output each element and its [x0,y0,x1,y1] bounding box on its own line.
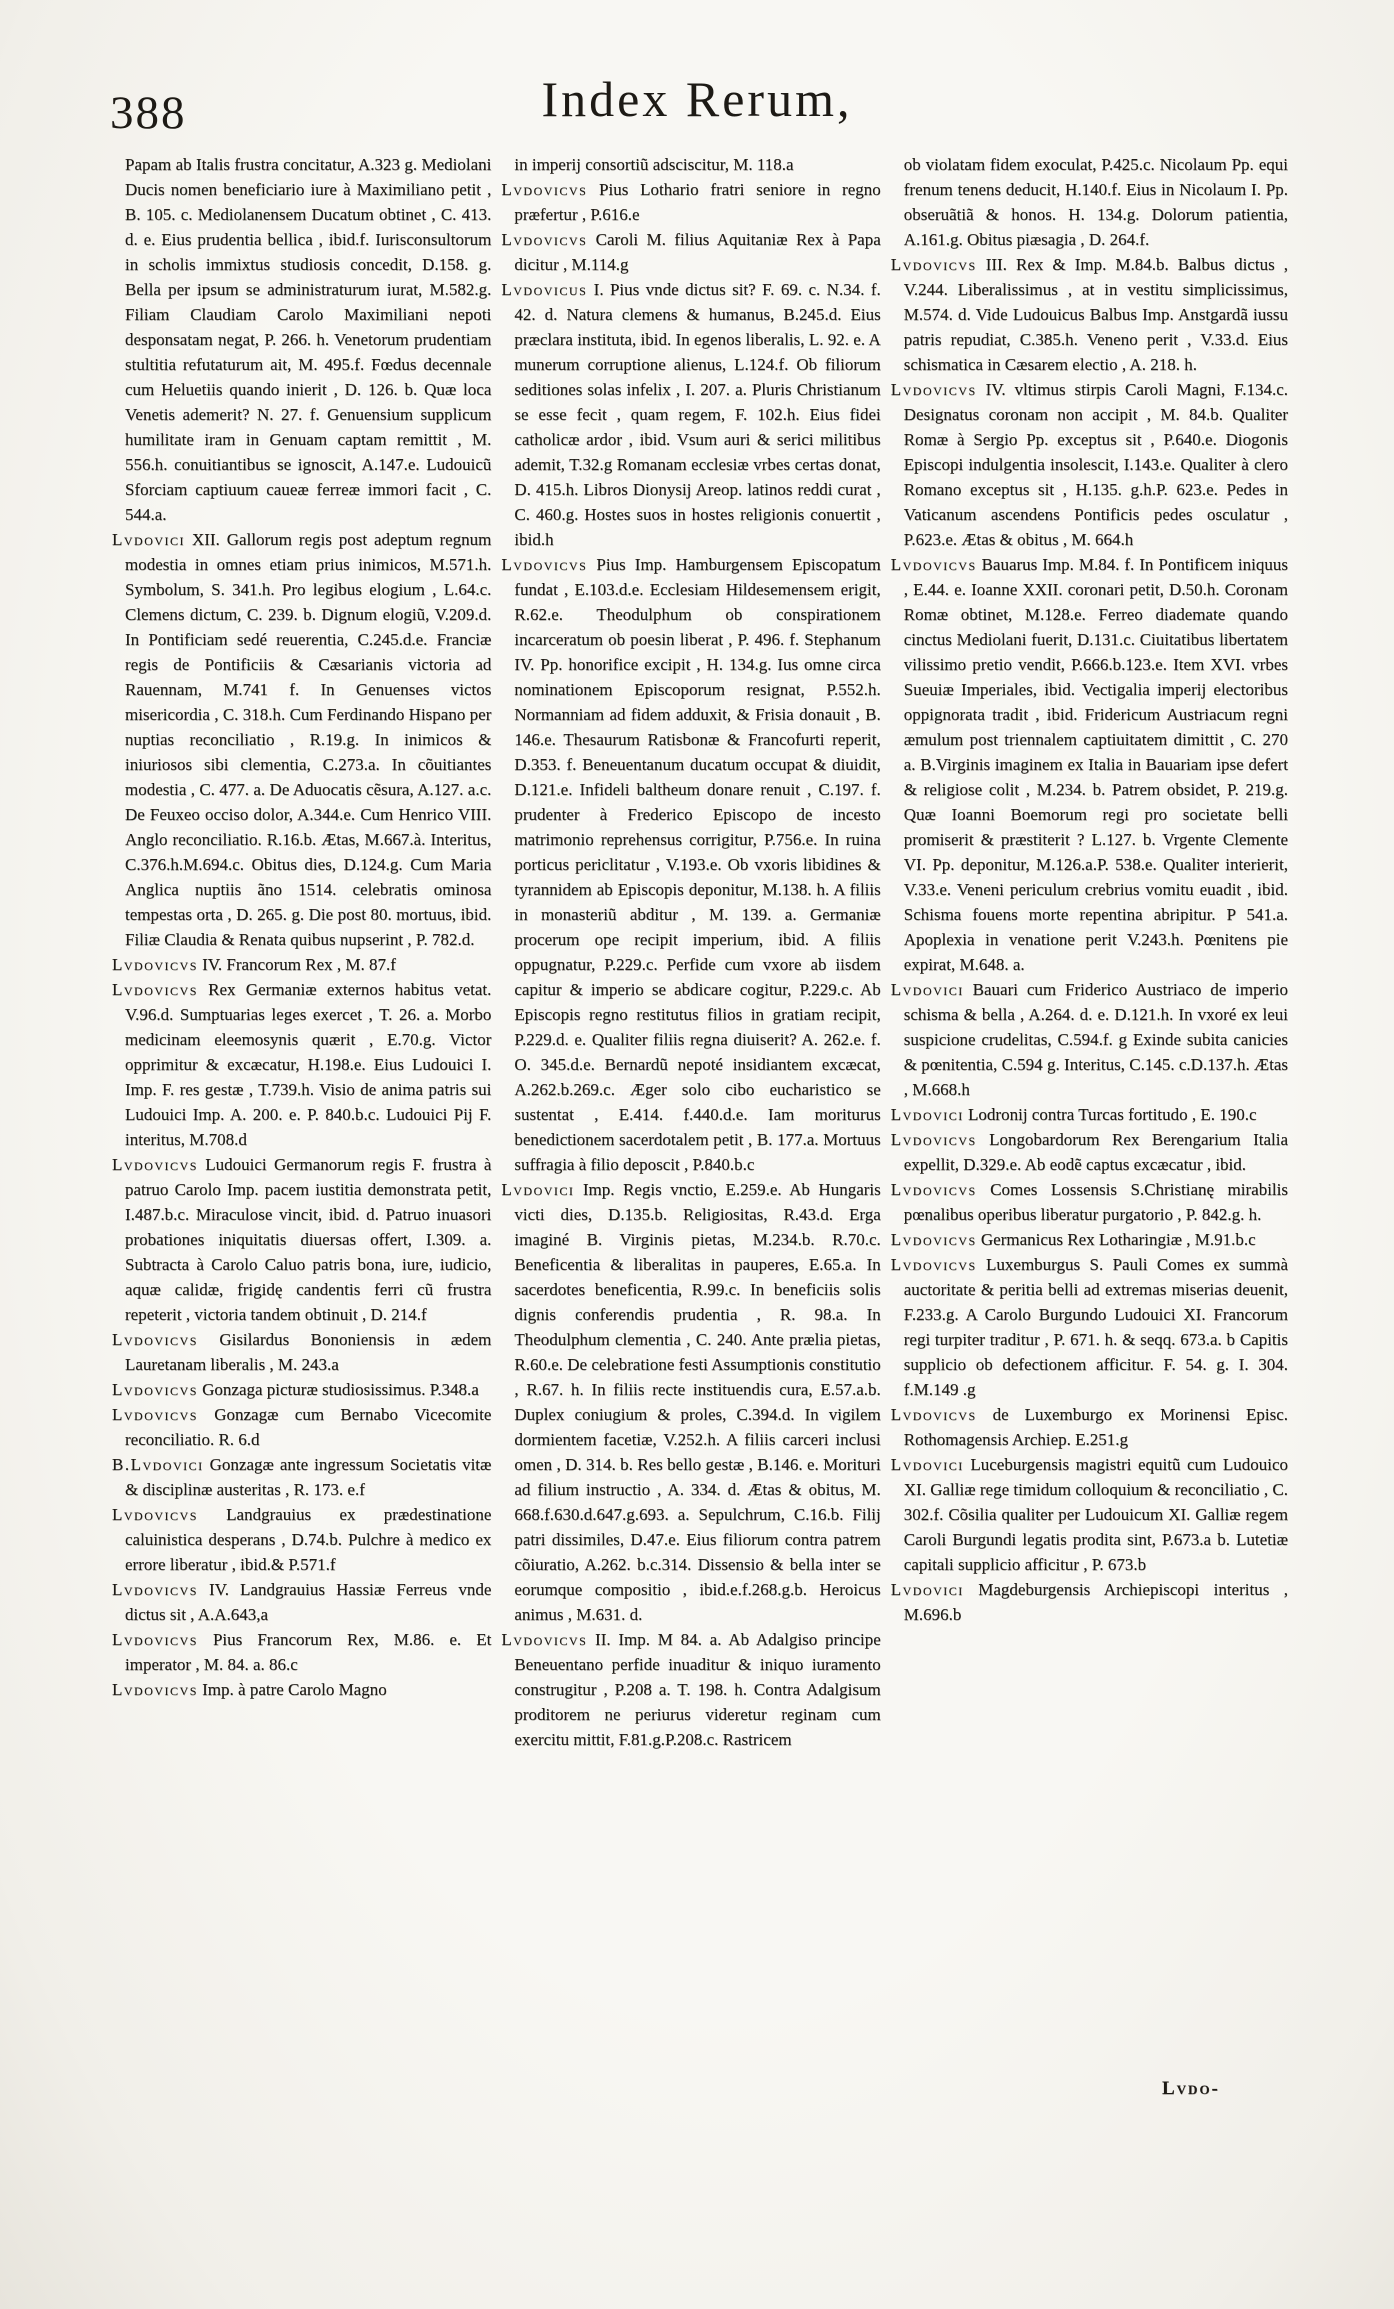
index-entry: Lvdovicvs Comes Lossensis S.Christianę mirabilis pœnalibus operibus liberatur purgatorio , P. 842.g. h. [890,1180,1288,1224]
entry-headword: Lvdovicvs [890,255,977,274]
catchword: Lvdo- [1162,2078,1220,2099]
entry-headword: Lvdovicvs [890,1230,977,1249]
entry-headword: Lvdovicvs [890,1180,977,1199]
index-entry: Papam ab Italis frustra concitatur, A.323 g. Mediolani Ducis nomen beneficiario iure à Maximiliano petit , B. 105. c. Mediolanensem Ducatum obtinet , C. 413. d. e. Eius prudentia bellica , ibid.f. Iurisconsultorum in scholis immixtus studiosis concedit, D.158. g. Bella per ipsum se administraturum iurat, M.582.g. Filiam Claudiam Carolo Maximiliani nepoti desponsatam negat, P. 266. h. Venetorum prudentiam stultitia refutaturum ait, M. 495.f. Fœdus decennale cum Heluetiis quando inierit , D. 126. b. Quæ loca Venetis ademerit? N. 27. f. Genuensium supplicum humilitate iram in Genuam captam remittit , M. 556.h. conuitiantibus se ignoscit, A.147.e. Ludouicũ Sforciam captiuum caueæ ferreæ immori facit , C. 544.a. [125,155,492,524]
entry-headword: Lvdovicvs [501,180,588,199]
entry-headword: Lvdovicvs [890,555,977,574]
index-entry: Lvdovicvs Gonzagæ cum Bernabo Vicecomite reconciliatio. R. 6.d [112,1405,492,1449]
index-entry: Lvdovici Luceburgensis magistri equitũ cum Ludouico XI. Galliæ rege timidum colloquium & reconciliatio , C. 302.f. Cõsilia qualiter per Ludouicum XI. Galliæ regem Caroli Burgundi legatis prodita sint, P.673.a b. Lutetiæ capitali supplicio afficitur , P. 673.b [890,1455,1288,1574]
page-title: Index Rerum, [541,71,853,127]
index-entry: Lvdovicvs Pius Francorum Rex, M.86. e. Et imperator , M. 84. a. 86.c [112,1630,492,1674]
index-entry: Lvdovici Bauari cum Friderico Austriaco de imperio schisma & bella , A.264. d. e. D.121.h. In vxoré ex leui suspicione crudelitas, C.594.f. g Exinde subita canicies & pœnitentia, C.594 g. Interitus, C.145. c.D.137.h. Ætas , M.668.h [890,980,1288,1099]
page-number: 388 [110,87,187,139]
entry-headword: Lvdovicvs [112,1580,198,1599]
entry-headword: Lvdovici [501,1180,575,1199]
index-entry: Lvdovicvs II. Imp. M 84. a. Ab Adalgiso principe Beneuentano perfide inuaditur & iniquo iuramento construgitur , P.208 a. T. 198. h. Contra Adalgisum proditorem ne periurus videretur reginam cum exercitu mittit, F.81.g.P.208.c. Rastricem [501,1630,881,1749]
entry-headword: Lvdovicvs [112,955,198,974]
index-entry: in imperij consortiũ adsciscitur, M. 118.a [514,155,794,174]
entry-headword: Lvdovici [112,530,186,549]
index-entry: Lvdovicvs Pius Imp. Hamburgensem Episcopatum fundat , E.103.d.e. Ecclesiam Hildesemensem erigit, R.62.e. Theodulphum ob conspirationem incarceratum ob poesin liberat , P. 496. f. Stephanum IV. Pp. honorifice excipit , H. 134.g. Ius omne circa nominationem Episcoporum resignat, P.552.h. Normanniam ad fidem adduxit, & Frisia donauit , B. 146.e. Thesaurum Ratisbonæ & Francofurti reperit, D.353. f. Beneuentanum ducatum occupat & diuidit, D.121.e. Infideli baltheum donare renuit , C.197. f. prudenter à Frederico Episcopo de incesto matrimonio reprehensus corrigitur, P.756.e. In ruina porticus periclitatur , V.193.e. Ob vxoris libidines & tyrannidem ab Episcopis deponitur, M.138. h. A filiis in monasteriũ abditur , M. 139. a. Germaniæ procerum ope recipit imperium, ibid. A filiis oppugnatur, P.229.c. Perfide cum vxore ab iisdem capitur & imperio se abdicare cogitur, P.229.c. Ab Episcopis regno restitutus filios in gratiam recipit, P.229.d. e. Qualiter filiis regna diuiserit? A. 262.e. f. O. 345.d.e. Bernardũ nepoté insidiantem excæcat, A.262.b.269.c. Æger solo cibo eucharistico se sustentat , E.414. f.440.d.e. Iam moriturus benedictionem sacerdotalem petit , B. 177.a. Mortuus suffragia à filio deposcit , P.840.b.c [501,555,881,1174]
index-entry: B.Lvdovici Gonzagæ ante ingressum Societatis vitæ & disciplinæ austeritas , R. 173. e.f [112,1455,492,1499]
index-entry: Lvdovicvs Rex Germaniæ externos habitus vetat. V.96.d. Sumptuarias leges exercet , T. 26. a. Morbo medicinam eleemosynis quærit , E.70.g. Victor opprimitur & excæcatur, H.198.e. Eius Ludouici I. Imp. F. res gestæ , T.739.h. Visio de anima patris sui Ludouici Imp. A. 200. e. P. 840.b.c. Ludouici Pij F. interitus, M.708.d [112,980,492,1149]
entry-headword: Lvdovicvs [890,380,977,399]
entry-headword: Lvdovicus [501,280,588,299]
index-entry: Lvdovici Lodronij contra Turcas fortitudo , E. 190.c [890,1105,1257,1124]
entry-headword: Lvdovicvs [112,1330,198,1349]
index-entry: Lvdovicvs Caroli M. filius Aquitaniæ Rex à Papa dicitur , M.114.g [501,230,881,274]
entry-headword: Lvdovicvs [890,1255,977,1274]
entry-headword: Lvdovici [890,1580,964,1599]
entry-headword: Lvdovicvs [112,980,198,999]
index-entry: Lvdovici XII. Gallorum regis post adeptum regnum modestia in omnes etiam prius inimicos, M.571.h. Symbolum, S. 341.h. Pro legibus elogium , L.64.c. Clemens dictum, C. 239. b. Dignum elogiũ, V.209.d. In Pontificiam sedé reuerentia, C.245.d.e. Franciæ regis de Pontificiis & Cæsarianis victoria ad Rauennam, M.741 f. In Genuenses victos misericordia , C. 318.h. Cum Ferdinando Hispano per nuptias reconciliatio , R.19.g. In inimicos & iniuriosos sibi clementia, C.273.a. In cõuitiantes modestia , C. 477. a. De Aduocatis cẽsura, A.127. a.c. De Feuxeo occiso dolor, A.344.e. Cum Henrico VIII. Anglo reconciliatio. R.16.b. Ætas, M.667.à. Interitus, C.376.h.M.694.c. Obitus dies, D.124.g. Cum Maria Anglica nuptiis ãno 1514. celebratis ominosa tempestas orta , D. 265. g. Die post 80. mortuus, ibid. Filiæ Claudia & Renata quibus nupserint , P. 782.d. [112,530,492,949]
entry-headword: Lvdovicvs [112,1505,198,1524]
index-entry: Lvdovicvs Pius Lothario fratri seniore in regno præfertur , P.616.e [501,180,881,224]
entry-headword: Lvdovicvs [112,1630,198,1649]
index-column-1 [112,152,491,1752]
index-entry: Lvdovicus I. Pius vnde dictus sit? F. 69. c. N.34. f. 42. d. Natura clemens & humanus, B.245.d. Eius præclara instituta, ibid. In egenos liberalis, L. 92. e. A munerum corruptione alienus, L.124.f. Ob filiorum seditiones solas infelix , I. 207. a. Pluris Christianum se esse fecit , quam regem, F. 102.h. Eius fidei catholicæ ardor , ibid. Vsum auri & serici militibus ademit, T.32.g Romanam ecclesiæ vrbes certas donat, D. 415.h. Libros Dionysij Areop. latinos reddi curat , C. 460.g. Hostes suos in hostes religionis conuertit , ibid.h [501,280,881,549]
index-entry: Lvdovicvs Gisilardus Bononiensis in ædem Lauretanam liberalis , M. 243.a [112,1330,492,1374]
entry-headword: Lvdovicvs [112,1680,198,1699]
entry-headword: Lvdovicvs [890,1405,977,1424]
index-entry: Lvdovicvs de Luxemburgo ex Morinensi Episc. Rothomagensis Archiep. E.251.g [890,1405,1288,1449]
index-entry: Lvdovicvs Longobardorum Rex Berengarium Italia expellit, D.329.e. Ab eodẽ captus excæcatur , ibid. [890,1130,1288,1174]
entry-headword: Lvdovicvs [501,1630,588,1649]
index-columns [112,152,1288,1752]
index-column-3 [891,152,1288,1752]
entry-headword: Lvdovici [890,1105,964,1124]
index-entry: Lvdovicvs Imp. à patre Carolo Magno [112,1680,387,1699]
entry-headword: Lvdovicvs [112,1155,198,1174]
index-entry: Lvdovici Magdeburgensis Archiepiscopi interitus , M.696.b [890,1580,1288,1624]
index-entry: Lvdovicvs IV. vltimus stirpis Caroli Magni, F.134.c. Designatus coronam non accipit , M. 84.b. Qualiter Romæ à Sergio Pp. exceptus sit , P.640.e. Diogonis Episcopi indulgentia insolescit, I.143.e. Qualiter à clero Romano exceptus sit , H.135. g.h.P. 623.e. Pedes in Vaticanum ascendens Pontificis pedes osculatur , P.623.e. Ætas & obitus , M. 664.h [890,380,1288,549]
index-entry: Lvdovicvs Luxemburgus S. Pauli Comes ex summà auctoritate & peritia belli ad extremas miserias deuenit, F.233.g. A Carolo Burgundo Ludouici XI. Francorum regi turpiter traditur , P. 671. h. & seqq. 673.a. b Capitis supplicio ob defectionem afficitur. F. 54. g. I. 304. f.M.149 .g [890,1255,1288,1399]
index-entry: Lvdovici Imp. Regis vnctio, E.259.e. Ab Hungaris victi dies, D.135.b. Religiositas, R.43.d. Erga imaginé B. Virginis pietas, M.234.b. R.70.c. Beneficentia & liberalitas in pauperes, E.65.a. In sacerdotes beneficentia, R.99.c. In beneficiis solis dignis conferendis prudentia , R. 98.a. In Theodulphum clementia , C. 240. Ante prælia pietas, R.60.e. De celebratione festi Assumptionis constitutio , R.67. h. In filiis recte instituendis cura, E.57.a.b. Duplex coniugium & proles, C.394.d. In vigilem dormientem facetiæ, V.252.h. A filiis carceri inclusi omen , D. 314. b. Res bello gestæ , B.146. e. Morituri ad filium instructio , A. 334. d. Ætas & obitus, M. 668.f.630.d.647.g.693. a. Sepulchrum, C.16.b. Filij patri dissimiles, D.47.e. Eius filiorum contra patrem cõiuratio, A.262. b.c.314. Dissensio & bella inter se eorumque compositio , ibid.e.f.268.g.b. Heroicus animus , M.631. d. [501,1180,881,1624]
entry-headword: Lvdovicvs [890,1130,977,1149]
index-entry: Lvdovicvs IV. Francorum Rex , M. 87.f [112,955,396,974]
entry-headword: Lvdovici [890,980,964,999]
entry-headword: Lvdovici [890,1455,964,1474]
index-entry: Lvdovicvs Bauarus Imp. M.84. f. In Pontificem iniquus , E.44. e. Ioanne XXII. coronari petit, D.50.h. Coronam Romæ obtinet, M.128.e. Ferreo diademate quando cinctus Mediolani fuerit, D.131.c. Ciuitatibus libertatem vilissimo pretio vendit, P.666.b.123.e. Item XVI. vrbes Sueuiæ Imperiales, ibid. Vectigalia imperij electoribus oppignorata tradit , ibid. Fridericum Austriacum regni æmulum post triennalem captiuitatem dimittit , C. 270 a. B.Virginis imaginem ex Italia in Bauariam ipse defert & religiose colit , M.234. b. Patrem obsidet, P. 219.g. Quæ Ioanni Boemorum regi pro societate belli promiserit & præstiterit ? L.127. b. Vrgente Clemente VI. Pp. deponitur, M.126.a.P. 538.e. Qualiter interierit, V.33.e. Veneni periculum crebrius vomitu euadit , ibid. Schisma fouens morte repentina abripitur. P 541.a. Apoplexia in venatione perit V.243.h. Pœnitens pie expirat, M.648. a. [890,555,1288,974]
index-column-2 [501,152,880,1752]
index-entry: Lvdovicvs III. Rex & Imp. M.84.b. Balbus dictus , V.244. Liberalissimus , at in vestitu simplicissimus, M.574. d. Vide Ludouicus Balbus Imp. Anstgardã iussu patris repudiat, C.385.h. Veneno perit , V.33.d. Eius schismatica in Cæsarem electio , A. 218. h. [890,255,1288,374]
index-entry: Lvdovicvs Ludouici Germanorum regis F. frustra à patruo Carolo Imp. pacem iustitia demonstrata petit, I.487.b.c. Miraculose vincit, ibid. d. Patruo inuasori probationes iniquitatis diuersas offert, I.309. a. Subtracta à Carolo Caluo patris bona, iure, iudicio, aquæ calidæ, frigidę candentis ferri cũ frustra repeterit , victoria tandem obtinuit , D. 214.f [112,1155,492,1324]
entry-headword: Lvdovicvs [501,230,588,249]
entry-headword: Lvdovicvs [112,1380,198,1399]
index-entry: Lvdovicvs IV. Landgrauius Hassiæ Ferreus vnde dictus sit , A.A.643,a [112,1580,492,1624]
index-entry: Lvdovicvs Landgrauius ex prædestinatione caluinistica desperans , D.74.b. Pulchre à medico ex errore liberatur , ibid.& P.571.f [112,1505,492,1574]
entry-headword: Lvdovicvs [112,1405,198,1424]
index-entry: Lvdovicvs Gonzaga picturæ studiosissimus. P.348.a [112,1380,479,1399]
entry-headword: Lvdovicvs [501,555,588,574]
index-entry: ob violatam fidem exoculat, P.425.c. Nicolaum Pp. equi frenum tenens deducit, H.140.f. Eius in Nicolaum I. Pp. obseruãtiã & honos. H. 134.g. Dolorum patientia, A.161.g. Obitus piæsagia , D. 264.f. [903,155,1288,249]
entry-headword: B.Lvdovici [112,1455,204,1474]
index-entry: Lvdovicvs Germanicus Rex Lotharingiæ , M.91.b.c [890,1230,1256,1249]
